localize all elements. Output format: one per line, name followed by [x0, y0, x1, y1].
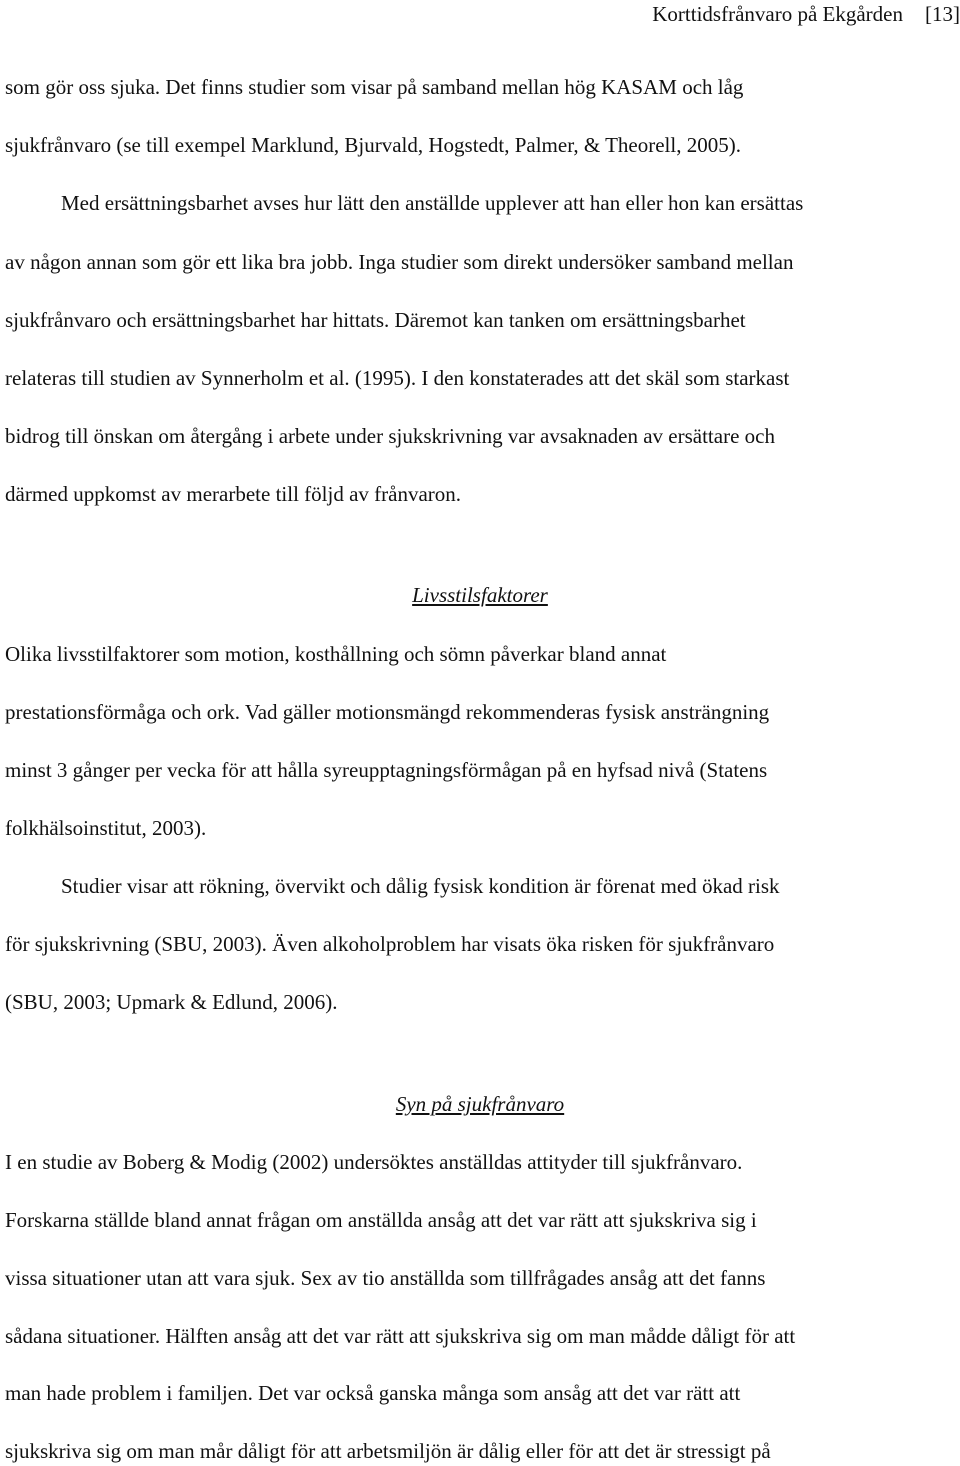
text-line: därmed uppkomst av merarbete till följd av frånvaron. [5, 482, 462, 506]
text-line: I en studie av Boberg & Modig (2002) undersöktes anställdas attityder till sjukfrånvaro. [5, 1150, 743, 1174]
running-header [652, 0, 960, 30]
paragraph-first-line: Studier visar att rökning, övervikt och dålig fysisk kondition är förenat med ökad risk [61, 874, 780, 898]
text-line: som gör oss sjuka. Det finns studier som visar på samband mellan hög KASAM och låg [5, 75, 744, 99]
text-line: sjukskriva sig om man mår dåligt för att arbetsmiljön är dålig eller för att det är stressigt på [5, 1439, 771, 1463]
text-line: relateras till studien av Synnerholm et al. (1995). I den konstaterades att det skäl som starkast [5, 366, 790, 390]
page-number: [13] [925, 2, 960, 26]
text-line: sådana situationer. Hälften ansåg att det var rätt att sjukskriva sig om man mådde dåligt för att [5, 1324, 796, 1348]
text-line: Forskarna ställde bland annat frågan om anställda ansåg att det var rätt att sjukskriva sig i [5, 1208, 757, 1232]
text-line: Olika livsstilfaktorer som motion, kosthållning och sömn påverkar bland annat [5, 642, 667, 666]
text-line: prestationsförmåga och ork. Vad gäller motionsmängd rekommenderas fysisk ansträngning [5, 700, 770, 724]
running-title: Korttidsfrånvaro på Ekgården [652, 2, 903, 26]
text-line: sjukfrånvaro och ersättningsbarhet har hittats. Däremot kan tanken om ersättningsbarhet [5, 308, 746, 332]
text-line: bidrog till önskan om återgång i arbete under sjukskrivning var avsaknaden av ersättare och [5, 424, 775, 448]
text-line: (SBU, 2003; Upmark & Edlund, 2006). [5, 990, 338, 1014]
text-line: vissa situationer utan att vara sjuk. Sex av tio anställda som tillfrågades ansåg att det fanns [5, 1266, 766, 1290]
paragraph-first-line: Med ersättningsbarhet avses hur lätt den anställde upplever att han eller hon kan ersättas [61, 191, 804, 215]
text-line: minst 3 gånger per vecka för att hålla syreupptagningsförmågan på en hyfsad nivå (Statens [5, 758, 768, 782]
section-heading-livsstilsfaktorer: Livsstilsfaktorer [412, 583, 548, 607]
text-line: folkhälsoinstitut, 2003). [5, 816, 207, 840]
text-line: för sjukskrivning (SBU, 2003). Även alkoholproblem har visats öka risken för sjukfrånvaro [5, 932, 775, 956]
text-line: man hade problem i familjen. Det var också ganska många som ansåg att det var rätt att [5, 1381, 741, 1405]
text-line: av någon annan som gör ett lika bra jobb. Inga studier som direkt undersöker samband mellan [5, 250, 794, 274]
text-line: sjukfrånvaro (se till exempel Marklund, Bjurvald, Hogstedt, Palmer, & Theorell, 2005). [5, 133, 741, 157]
section-heading-syn-pa-sjukfranvaro: Syn på sjukfrånvaro [395, 1092, 565, 1116]
